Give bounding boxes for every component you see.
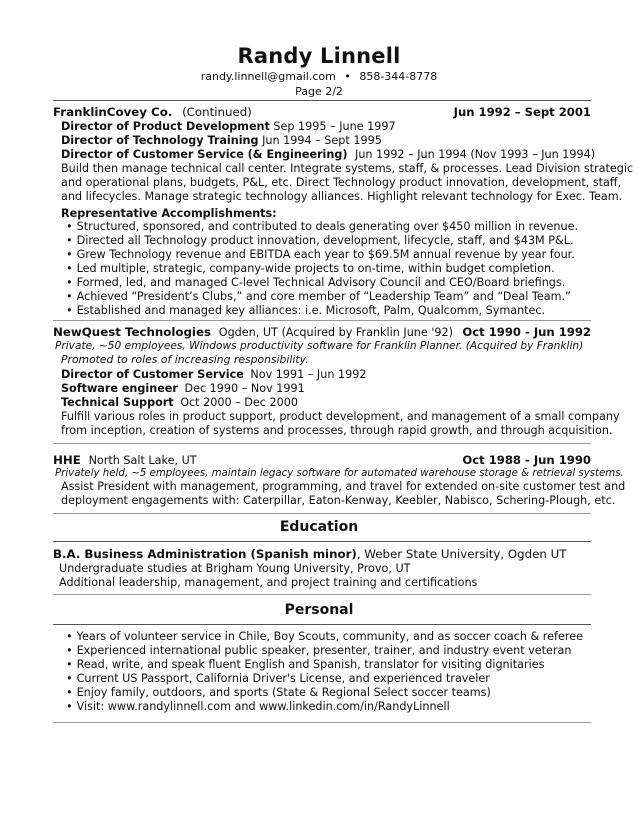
job-divider: [53, 513, 591, 514]
job-divider: [53, 320, 591, 321]
job2-role: [61, 382, 305, 396]
job1-role: [61, 148, 595, 162]
job2-role: [61, 368, 366, 382]
personal-item: • Read, write, and speak fluent English and Spanish, translator for visiting dignitaries: [66, 658, 544, 672]
accomplishment-item: • Led multiple, strategic, company-wide projects to on-time, within budget completion.: [66, 262, 555, 276]
job3-location: North Salt Lake, UT: [88, 454, 197, 467]
education-line: Undergraduate studies at Brigham Young University, Provo, UT: [59, 562, 411, 575]
role-dates: Nov 1991 – Jun 1992: [250, 368, 367, 381]
accomplishment-item: • Formed, led, and managed C-level Technical Advisory Council and CEO/Board briefings.: [66, 276, 565, 290]
job2-heading: [53, 325, 453, 340]
education-line: Additional leadership, management, and project training and certifications: [59, 576, 478, 589]
accomplishment-item: • Structured, sponsored, and contributed to deals generating over $450 million in revenue.: [66, 220, 578, 234]
role-title: Technical Support: [61, 396, 174, 409]
phone: 858-344-8778: [359, 70, 438, 83]
job1-note: (Continued): [182, 105, 252, 119]
personal-item: • Experienced international public speaker, presenter, trainer, and industry event veteran: [66, 644, 571, 658]
header-divider: [53, 100, 591, 101]
job2-promo: Promoted to roles of increasing responsibility.: [61, 353, 309, 366]
job3-heading: [53, 453, 197, 468]
personal-heading: Personal: [284, 602, 354, 618]
job2-dates: Oct 1990 - Jun 1992: [462, 325, 591, 339]
job1-desc-line: Build then manage technical call center. Integrate systems, staff, & processes. Lead Division strategic: [61, 162, 634, 175]
job-divider: [53, 443, 591, 444]
job1-company: FranklinCovey Co.: [53, 105, 173, 119]
role-title: Software engineer: [61, 382, 178, 395]
section-divider: [53, 541, 591, 542]
candidate-name: Randy Linnell: [237, 44, 401, 68]
role-title: Director of Technology Training: [61, 134, 259, 147]
job3-company: HHE: [53, 453, 81, 467]
school: , Weber State University, Ogden UT: [356, 547, 567, 561]
job1-desc-line: and operational plans, budgets, P&L, etc. Direct Technology product innovation, development, staff,: [61, 176, 622, 189]
footer-divider: [53, 722, 591, 723]
job1-heading: [53, 105, 252, 119]
job2-location: Ogden, UT (Acquired by Franklin June '92): [218, 326, 453, 339]
job1-role: [61, 120, 396, 134]
job1-desc-line: and lifecycles. Manage strategic technology alliances. Highlight relevant technology for Exec. Team.: [61, 190, 623, 203]
job1-dates: Jun 1992 – Sept 2001: [453, 105, 591, 119]
personal-item: • Years of volunteer service in Chile, Boy Scouts, community, and as soccer coach & referee: [66, 630, 583, 644]
role-title: Director of Customer Service (& Engineering): [61, 148, 348, 161]
role-dates: Dec 1990 – Nov 1991: [184, 382, 305, 395]
job2-role: [61, 396, 298, 410]
accomplishment-item: • Achieved “President’s Clubs,” and core member of “Leadership Team” and “Deal Team.”: [66, 290, 571, 304]
separator: •: [344, 70, 351, 83]
job2-summary: Private, ~50 employees, Windows productivity software for Franklin Planner. (Acquired by Franklin): [55, 340, 584, 352]
job3-desc-line: deployment engagements with: Caterpillar, Eaton-Kenway, Keebler, Nabisco, Schering-Plough, etc.: [61, 494, 616, 507]
job2-desc-line: Fulfill various roles in product support, product development, and management of a small company: [61, 410, 620, 423]
role-dates: Jun 1992 – Jun 1994 (Nov 1993 – Jun 1994): [355, 148, 596, 161]
job2-company: NewQuest Technologies: [53, 325, 212, 339]
contact-line: [0, 70, 638, 83]
job3-summary: Privately held, ~5 employees, maintain legacy software for automated warehouse storage & retrieval systems.: [55, 468, 624, 479]
accomplishment-item: • Directed all Technology product innovation, development, lifecycle, staff, and $43M P&L.: [66, 234, 574, 248]
degree-line: [53, 547, 566, 561]
personal-item: • Visit: www.randylinnell.com and www.linkedin.com/in/RandyLinnell: [66, 700, 450, 714]
email: randy.linnell@gmail.com: [200, 70, 336, 83]
section-divider: [53, 594, 591, 595]
personal-item: • Current US Passport, California Driver's License, and experienced traveler: [66, 672, 490, 686]
personal-item: • Enjoy family, outdoors, and sports (State & Regional Select soccer teams): [66, 686, 491, 700]
job3-desc-line: Assist President with management, programming, and travel for extended on-site customer test and: [61, 480, 626, 493]
accomplishments-heading: Representative Accomplishments:: [61, 207, 277, 220]
accomplishment-item: • Grew Technology revenue and EBITDA each year to $69.5M annual revenue by year four.: [66, 248, 575, 262]
accomplishment-item: • Established and managed key alliances: i.e. Microsoft, Palm, Qualcomm, Symantec.: [66, 304, 545, 318]
role-dates: Oct 2000 – Dec 2000: [180, 396, 298, 409]
job3-dates: Oct 1988 - Jun 1990: [462, 453, 591, 467]
section-divider: [53, 624, 591, 625]
job2-desc-line: from inception, creation of systems and processes, through rapid growth, and through acquisition.: [61, 424, 613, 437]
education-heading: Education: [279, 519, 359, 535]
page-number: Page 2/2: [295, 85, 343, 98]
role-title: Director of Customer Service: [61, 368, 244, 381]
role-title: Director of Product Development: [61, 120, 270, 133]
role-dates: Jun 1994 – Sept 1995: [262, 134, 382, 147]
role-dates: Sep 1995 – June 1997: [273, 120, 396, 133]
job1-role: [61, 134, 382, 148]
degree: B.A. Business Administration (Spanish minor): [53, 547, 357, 561]
